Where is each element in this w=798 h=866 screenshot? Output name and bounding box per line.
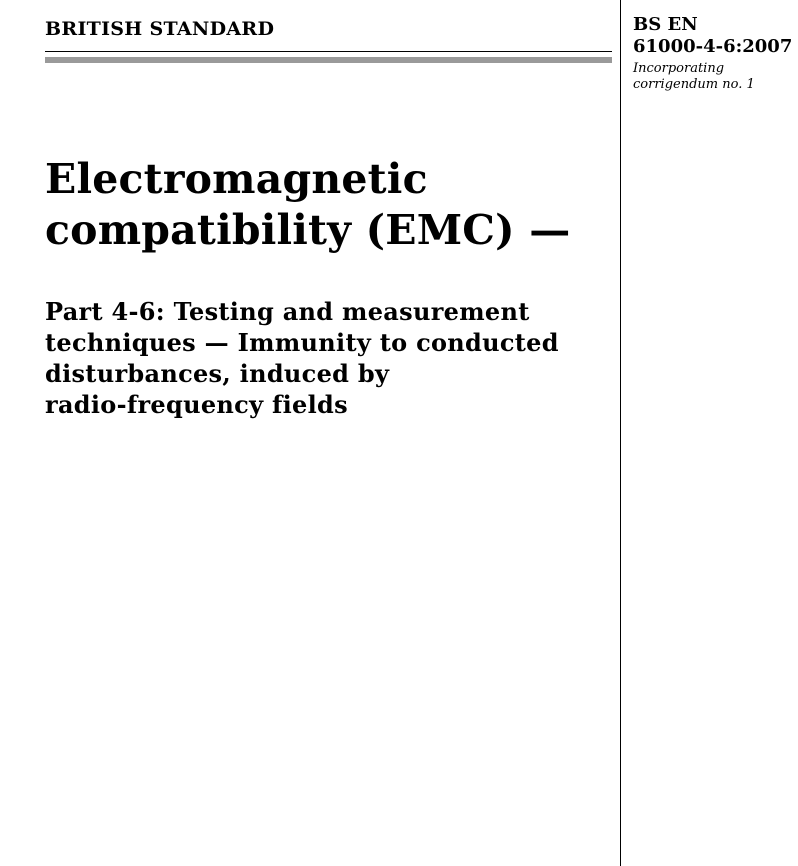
- series-label: BRITISH STANDARD: [45, 18, 275, 40]
- cover-main-column: [45, 0, 612, 866]
- column-divider: [620, 0, 621, 866]
- header-thin-rule: [45, 51, 612, 52]
- standard-designation: BS EN: [633, 14, 698, 35]
- subtitle-line: techniques — Immunity to conducted: [45, 328, 559, 357]
- document-subtitle: [45, 296, 612, 420]
- amendment-note: corrigendum no. 1: [633, 77, 755, 92]
- subtitle-line: disturbances, induced by: [45, 359, 390, 388]
- standard-number: 61000-4-6:2007: [633, 36, 793, 57]
- amendment-note: Incorporating: [633, 61, 725, 76]
- title-line: Electromagnetic: [45, 155, 428, 203]
- document-title: [45, 154, 612, 256]
- subtitle-line: Part 4-6: Testing and measurement: [45, 297, 530, 326]
- title-line: compatibility (EMC) —: [45, 206, 571, 254]
- header-thick-rule: [45, 57, 612, 63]
- subtitle-line: radio-frequency fields: [45, 390, 348, 419]
- designation-block: [633, 14, 793, 93]
